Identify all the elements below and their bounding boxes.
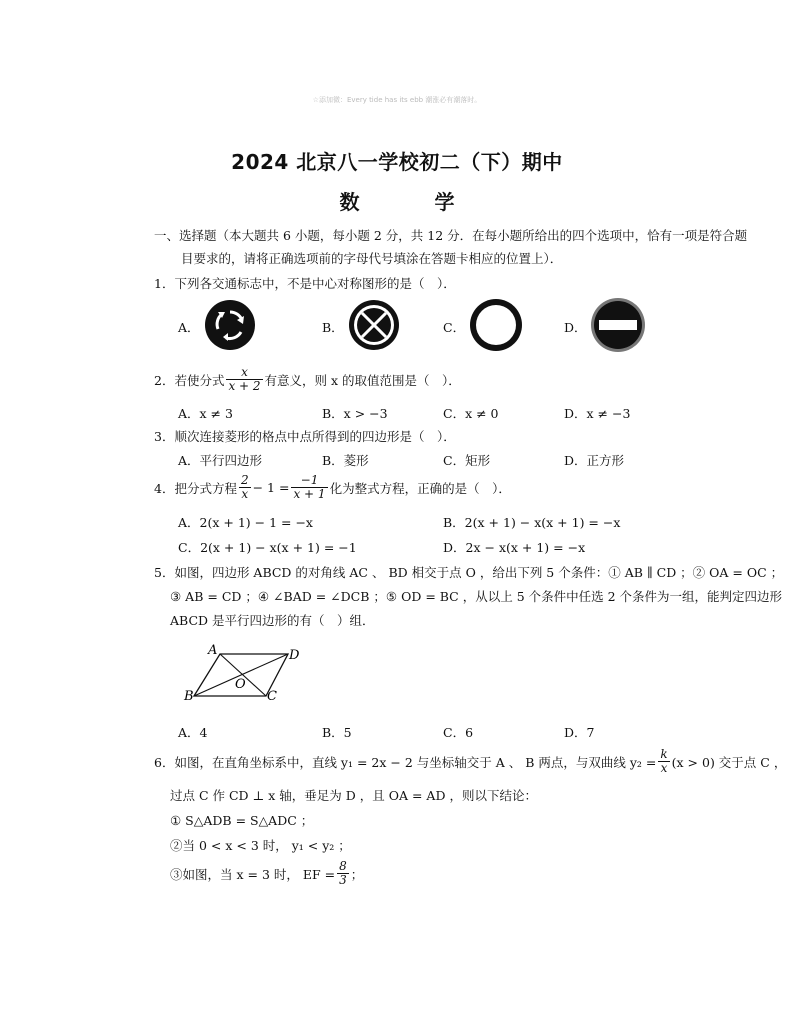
q5-option-b: B．5 (322, 725, 352, 740)
q4-fraction-1 (239, 474, 251, 501)
q4-option-d: D．2x − x(x + 1) = −x (443, 540, 586, 555)
q5-stem-line1: 5．如图，四边形 ABCD 的对角线 AC 、 BD 相交于点 O ，给出下列 5 个条件：① AB ∥ CD ；② OA = OC ； (154, 565, 784, 580)
q6-fraction-numerator: k (660, 747, 668, 761)
q4-fraction-1-numerator: 2 (240, 473, 249, 487)
no-stopping-sign-icon (348, 299, 400, 351)
q5-option-c: C．6 (443, 725, 474, 740)
q2-option-a: A．x ≠ 3 (178, 406, 233, 421)
q4-fraction-2-denominator: x + 1 (293, 487, 326, 502)
q6-c3-fraction (337, 860, 349, 887)
q6-fraction (658, 748, 669, 775)
q4-stem (154, 474, 511, 501)
q6-c3-denominator: 3 (339, 873, 347, 888)
q6-c3-numerator: 8 (339, 859, 347, 873)
q5-label-d: D (289, 648, 300, 663)
q2-option-b: B．x > −3 (322, 406, 388, 421)
q2-fraction-denominator: x + 2 (228, 379, 261, 394)
section1-instruction-line1: 一、选择题（本大题共 6 小题，每小题 2 分，共 12 分．在每小题所给出的四个选项中，恰有一项是符合题 (154, 228, 748, 243)
q5-label-a: A (208, 643, 218, 658)
q4-fraction-1-denominator: x (241, 487, 249, 502)
no-entry-sign-icon (590, 297, 646, 353)
page-title: 2024 北京八一学校初二（下）期中 (231, 150, 563, 174)
q5-label-o: O (235, 677, 246, 692)
q2-option-c: C．x ≠ 0 (443, 406, 499, 421)
q3-option-c: C．矩形 (443, 453, 491, 468)
q1-stem: 1．下列各交通标志中，不是中心对称图形的是（ ）． (154, 276, 456, 291)
q4-option-b: B．2(x + 1) − x(x + 1) = −x (443, 515, 621, 530)
q6-stem-line1 (154, 748, 786, 775)
no-vehicles-sign-icon (469, 298, 523, 352)
q5-stem-line3: ABCD 是平行四边形的有（ ）组． (170, 613, 375, 628)
q4-suffix: 化为整式方程，正确的是（ ）． (329, 480, 511, 496)
q6-conclusion-3 (170, 860, 363, 887)
q4-mid: − 1 = (252, 480, 290, 496)
q4-fraction-2-numerator: −1 (291, 474, 327, 488)
q1-option-d-label: D． (564, 320, 587, 335)
q6-fraction-denominator: x (660, 761, 668, 776)
q4-option-a: A．2(x + 1) − 1 = −x (178, 515, 313, 530)
q3-option-d: D．正方形 (564, 453, 625, 468)
q5-option-a: A．4 (178, 725, 208, 740)
q5-label-c: C (267, 689, 277, 702)
q5-parallelogram-figure (178, 640, 308, 705)
q2-fraction-numerator: x (226, 366, 262, 380)
q6-c3-b: ； (350, 866, 364, 882)
q2-fraction (226, 366, 262, 393)
q4-option-c: C．2(x + 1) − x(x + 1) = −1 (178, 540, 357, 555)
q6-line1-b: (x > 0) 交于点 C ， (671, 754, 787, 770)
q2-prefix: 2．若使分式 (154, 372, 225, 388)
section1-instruction-line2: 目要求的，请将正确选项前的字母代号填涂在答题卡相应的位置上）． (181, 251, 563, 266)
q3-stem: 3．顺次连接菱形的格点中点所得到的四边形是（ ）． (154, 429, 456, 444)
q2-suffix: 有意义，则 x 的取值范围是（ ）． (264, 372, 461, 388)
q5-stem-line2: ③ AB = CD ；④ ∠BAD = ∠DCB ；⑤ OD = BC ，从以上 5 个条件中任选 2 个条件为一组，能判定四边形 (170, 589, 783, 604)
q5-label-b: B (184, 689, 194, 702)
q3-option-a: A．平行四边形 (178, 453, 263, 468)
q6-conclusion-1: ① S△ADB = S△ADC ； (170, 813, 314, 828)
q6-conclusion-2: ②当 0 < x < 3 时， y₁ < y₂ ； (170, 838, 351, 853)
subject-title: 数 学 (339, 190, 489, 214)
q1-option-c-label: C． (443, 320, 466, 335)
q5-option-d: D．7 (564, 725, 595, 740)
q4-prefix: 4．把分式方程 (154, 480, 237, 496)
q1-option-b-label: B． (322, 320, 344, 335)
q6-c3-a: ③如图，当 x = 3 时， EF = (170, 866, 336, 882)
q6-stem-line2: 过点 C 作 CD ⊥ x 轴，垂足为 D ，且 OA = AD ，则以下结论： (170, 788, 537, 803)
roundabout-sign-icon (204, 299, 256, 351)
q2-option-d: D．x ≠ −3 (564, 406, 631, 421)
q3-option-b: B．菱形 (322, 453, 369, 468)
watermark: ☆添加微：Every tide has its ebb 潮涨必有潮落时。 (312, 96, 482, 104)
q6-line1-a: 6．如图，在直角坐标系中，直线 y₁ = 2x − 2 与坐标轴交于 A 、 B 两点，与双曲线 y₂ = (154, 754, 657, 770)
q1-option-a-label: A． (178, 320, 200, 335)
q2-stem (154, 366, 461, 393)
q4-fraction-2 (291, 474, 327, 501)
